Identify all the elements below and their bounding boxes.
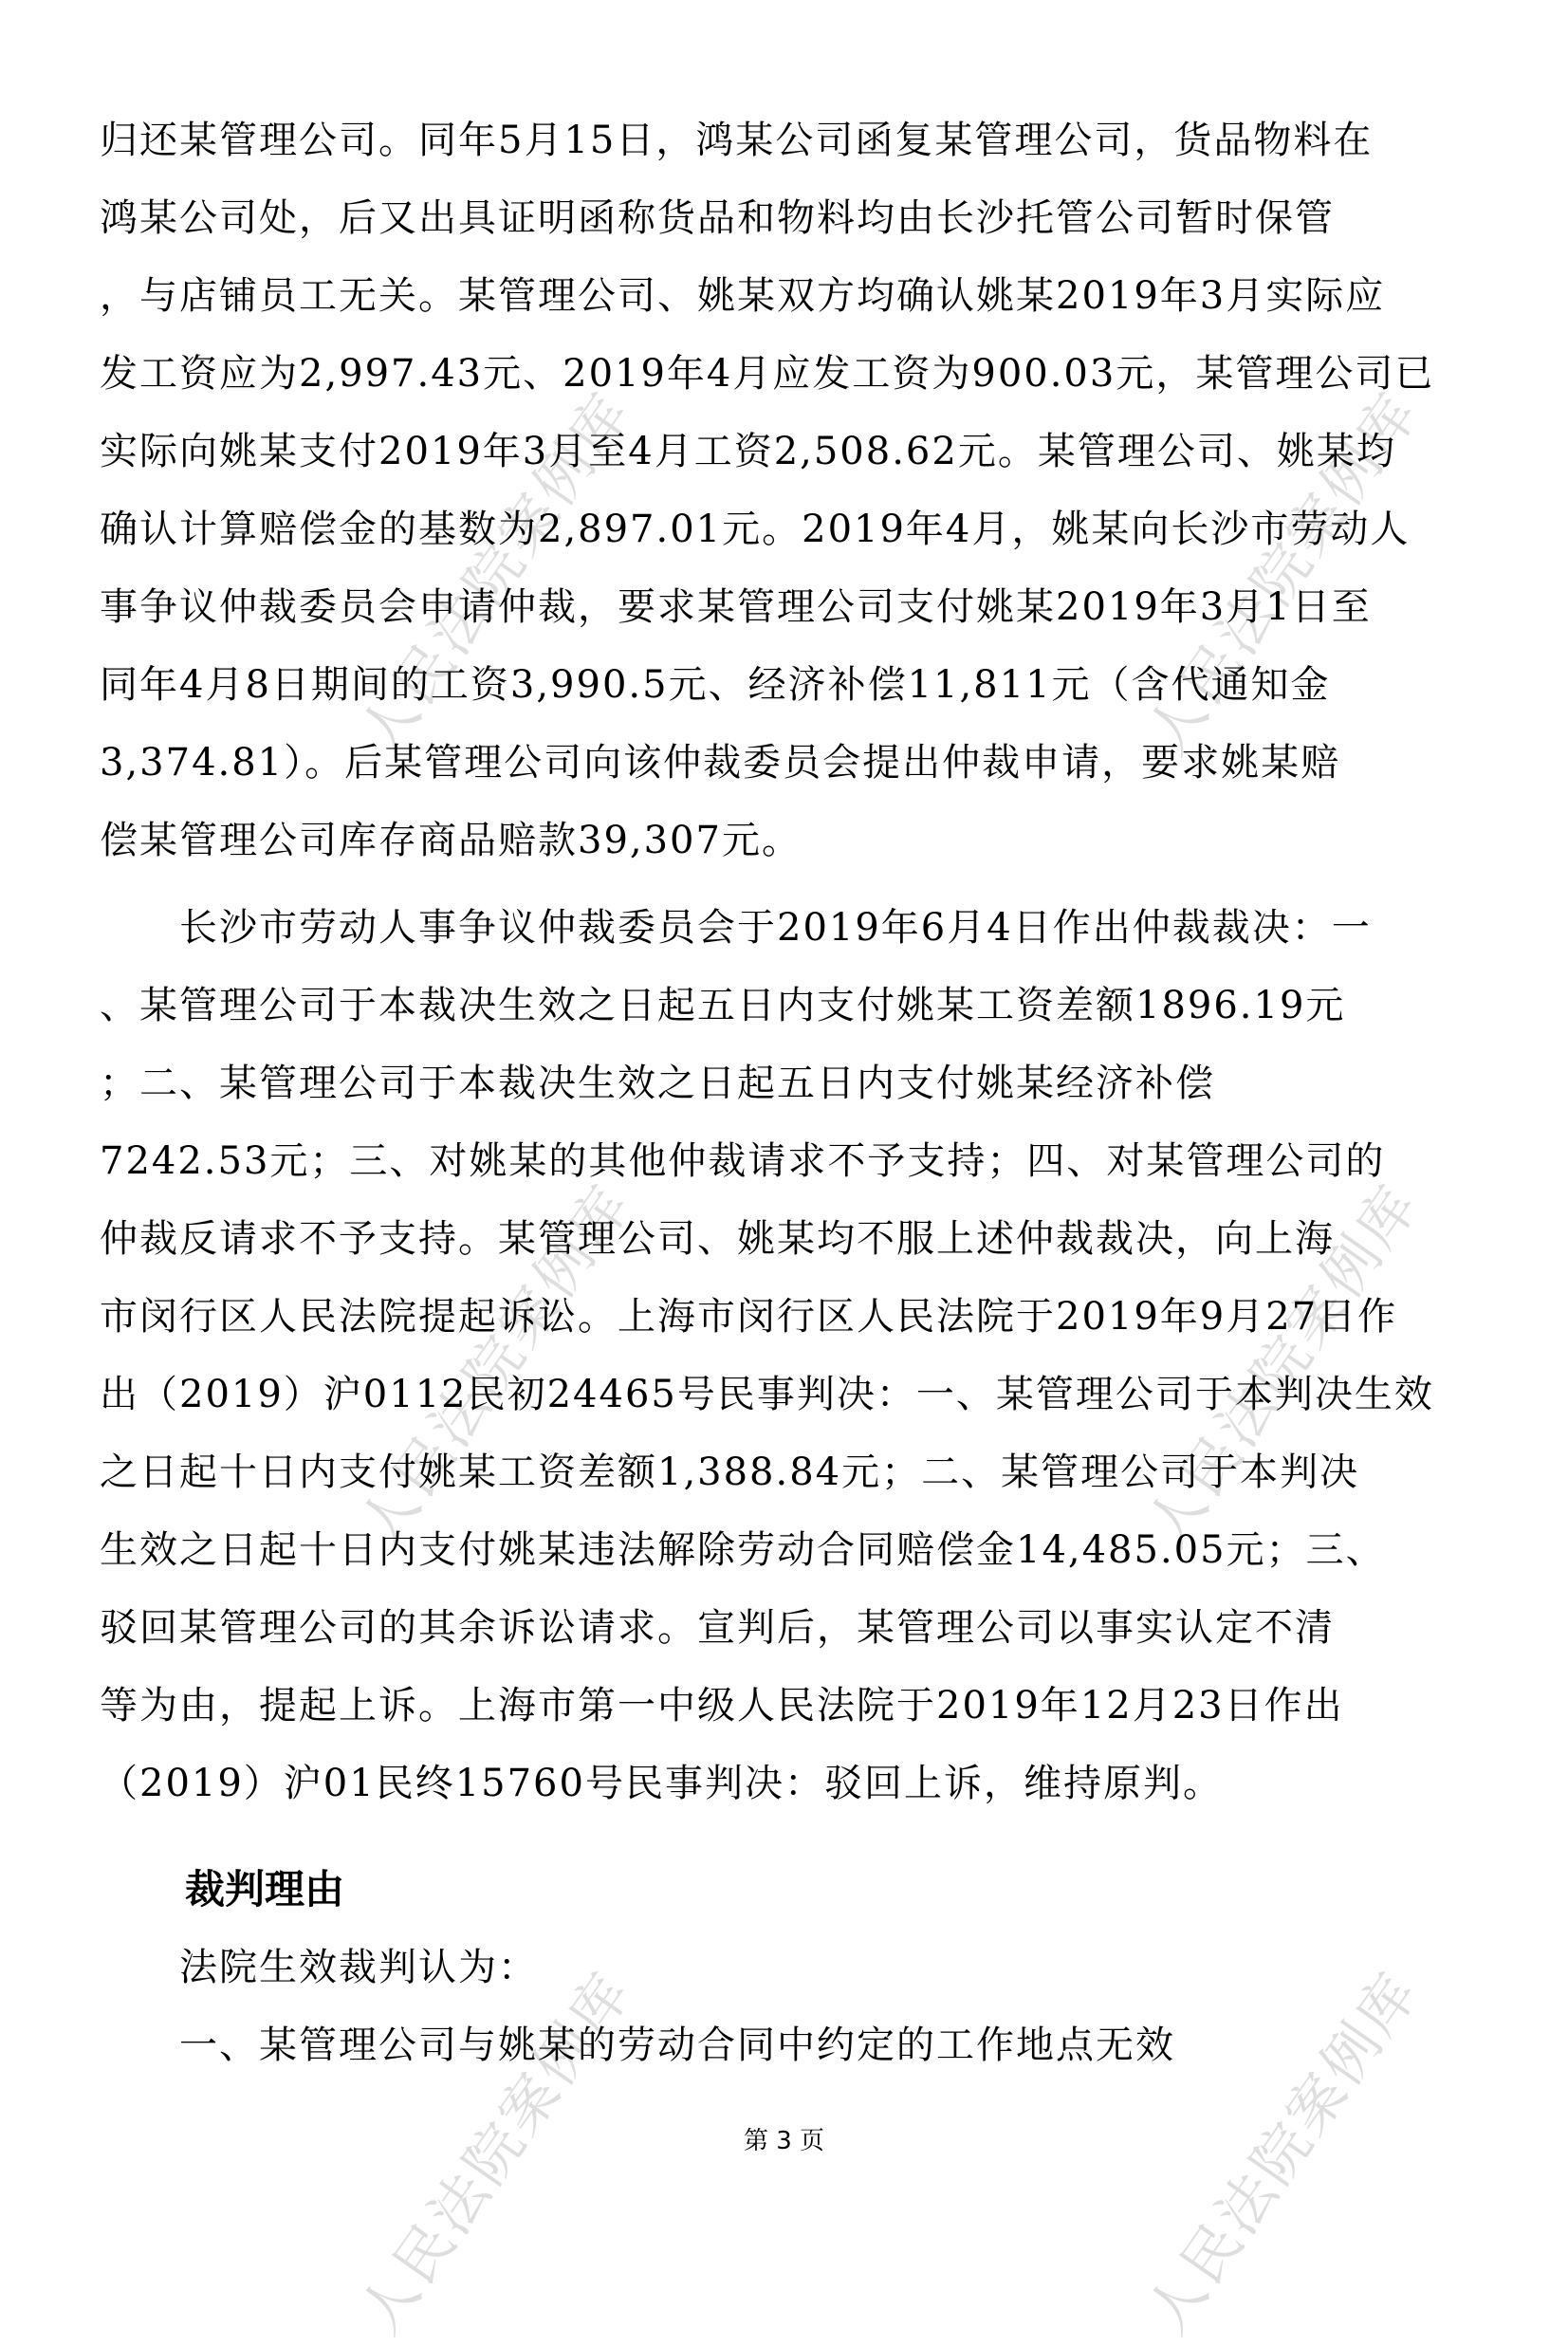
text-line: ；二、某管理公司于本裁决生效之日起五日内支付姚某经济补偿	[100, 1062, 1215, 1105]
text-line: 事争议仲裁委员会申请仲裁，要求某管理公司支付姚某2019年3月1日至	[100, 585, 1372, 629]
text-line: 生效之日起十日内支付姚某违法解除劳动合同赔偿金14,485.05元；三、	[100, 1528, 1386, 1572]
watermark: 人民法院案例库	[346, 379, 645, 767]
text-line: 法院生效裁判认为：	[100, 1946, 538, 1989]
text-line: 市闵行区人民法院提起诉讼。上海市闵行区人民法院于2019年9月27日作	[100, 1295, 1398, 1339]
text-line: 、某管理公司于本裁决生效之日起五日内支付姚某工资差额1896.19元	[100, 984, 1346, 1027]
text-line: 实际向姚某支付2019年3月至4月工资2,508.62元。某管理公司、姚某均	[100, 430, 1396, 473]
page-number: 第 3 页	[743, 2127, 825, 2155]
text-line: 偿某管理公司库存商品赔款39,307元。	[100, 819, 802, 862]
text-line: 之日起十日内支付姚某工资差额1,388.84元；二、某管理公司于本判决	[100, 1451, 1360, 1494]
watermark: 人民法院案例库	[1134, 1172, 1432, 1559]
text-line: 3,374.81）。后某管理公司向该仲裁委员会提出仲裁申请，要求姚某赔	[100, 741, 1341, 785]
text-line: 归还某管理公司。同年5月15日，鸿某公司函复某管理公司，货品物料在	[100, 119, 1374, 162]
text-line: 发工资应为2,997.43元、2019年4月应发工资为900.03元，某管理公司已	[100, 352, 1435, 396]
text-line: 鸿某公司处，后又出具证明函称货品和物料均由长沙托管公司暂时保管	[100, 196, 1335, 240]
text-line: 一、某管理公司与姚某的劳动合同中约定的工作地点无效	[100, 2024, 1175, 2067]
text-line: 出（2019）沪0112民初24465号民事判决：一、某管理公司于本判决生效	[100, 1373, 1434, 1416]
text-line: （2019）沪01民终15760号民事判决：驳回上诉，维持原判。	[100, 1762, 1223, 1805]
text-line: 长沙市劳动人事争议仲裁委员会于2019年6月4日作出仲裁裁决：一	[100, 906, 1372, 950]
section-heading: 裁判理由	[185, 1866, 345, 1913]
text-line: 仲裁反请求不予支持。某管理公司、姚某均不服上述仲裁裁决，向上海	[100, 1217, 1335, 1261]
watermark: 人民法院案例库	[346, 1959, 645, 2346]
watermark: 人民法院案例库	[1134, 1959, 1432, 2346]
text-line: 7242.53元；三、对姚某的其他仲裁请求不予支持；四、对某管理公司的	[100, 1139, 1386, 1183]
text-line: 确认计算赔偿金的基数为2,897.01元。2019年4月，姚某向长沙市劳动人	[100, 508, 1411, 551]
watermark: 人民法院案例库	[1134, 379, 1432, 767]
watermark: 人民法院案例库	[346, 1172, 645, 1559]
text-line: 驳回某管理公司的其余诉讼请求。宣判后，某管理公司以事实认定不清	[100, 1606, 1335, 1650]
text-line: 同年4月8日期间的工资3,990.5元、经济补偿11,811元（含代通知金	[100, 663, 1331, 707]
text-line: ，与店铺员工无关。某管理公司、姚某双方均确认姚某2019年3月实际应	[100, 274, 1386, 318]
text-line: 等为由，提起上诉。上海市第一中级人民法院于2019年12月23日作出	[100, 1684, 1344, 1728]
